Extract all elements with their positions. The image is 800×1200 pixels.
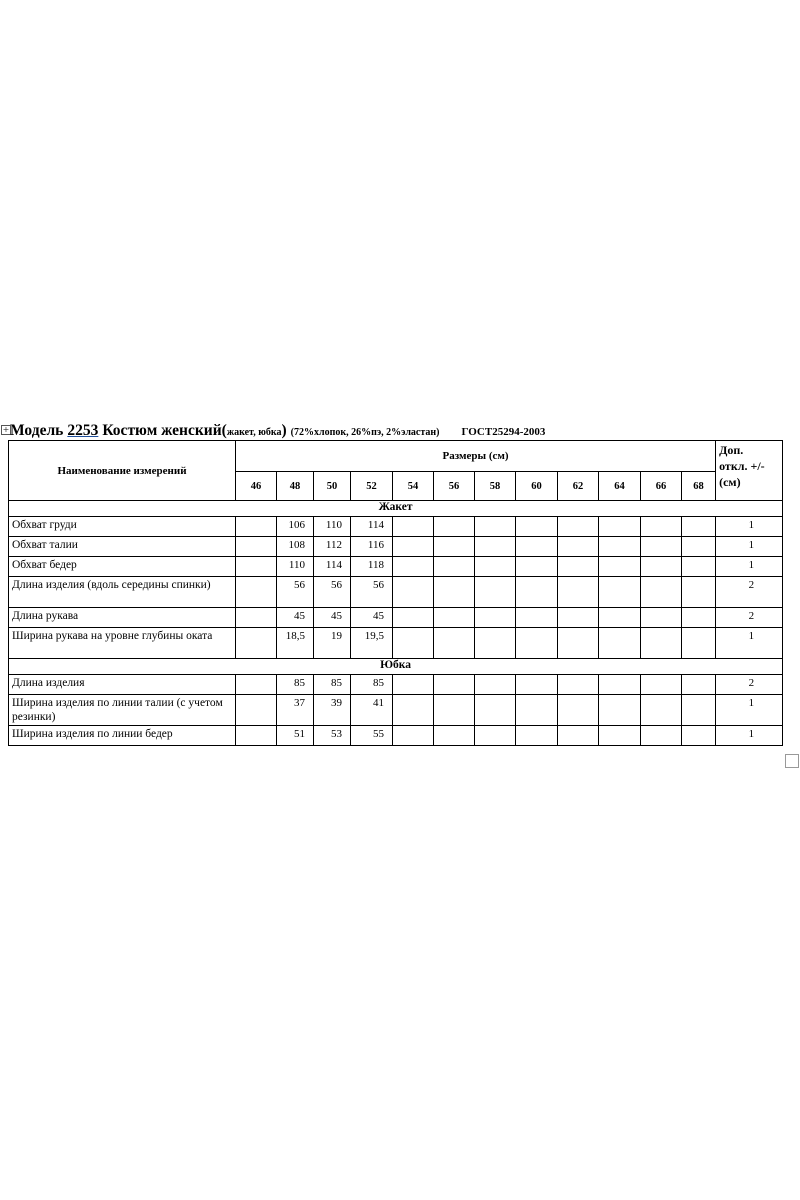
measurement-value: 110 (277, 557, 314, 577)
measurement-value (558, 557, 599, 577)
model-label: Модель (10, 422, 64, 439)
measurement-value (434, 675, 475, 695)
measurement-value (558, 537, 599, 557)
table-row (9, 577, 783, 608)
measurement-value: 114 (314, 557, 351, 577)
measurement-value: 106 (277, 517, 314, 537)
measurement-value (393, 557, 434, 577)
measurement-value (599, 695, 641, 726)
measurement-value (475, 675, 516, 695)
measurement-value (516, 517, 558, 537)
section-row (9, 659, 783, 675)
measurement-value (682, 517, 716, 537)
measurement-value (682, 557, 716, 577)
measurement-value (682, 675, 716, 695)
measurement-value (434, 577, 475, 608)
measurement-value (236, 726, 277, 746)
measurement-value (434, 608, 475, 628)
measurement-value (393, 608, 434, 628)
table-row (9, 675, 783, 695)
table-row (9, 695, 783, 726)
measurement-name: Обхват бедер (9, 557, 236, 577)
header-row (9, 441, 783, 472)
tolerance-header (716, 441, 783, 501)
measurement-name: Ширина изделия по линии бедер (9, 726, 236, 746)
measurement-name: Ширина рукава на уровне глубины оката (9, 628, 236, 659)
size-column-header: 56 (434, 472, 475, 501)
measurement-value (599, 577, 641, 608)
measurement-value (641, 557, 682, 577)
measurement-value (641, 695, 682, 726)
table-row (9, 608, 783, 628)
measurement-value (516, 675, 558, 695)
measurement-value (475, 726, 516, 746)
measurement-value: 39 (314, 695, 351, 726)
standard-code: ГОСТ25294-2003 (461, 426, 546, 438)
measurement-value (475, 537, 516, 557)
measurement-value: 56 (351, 577, 393, 608)
measurement-value: 114 (351, 517, 393, 537)
measurement-value (516, 557, 558, 577)
measurement-value (558, 628, 599, 659)
measurement-value (434, 695, 475, 726)
tolerance-header-line: (см) (719, 475, 741, 489)
measurement-value (599, 608, 641, 628)
measurement-value (599, 675, 641, 695)
size-column-header: 60 (516, 472, 558, 501)
measurement-name: Длина изделия (вдоль середины спинки) (9, 577, 236, 608)
measurement-value (599, 537, 641, 557)
measurement-value (599, 557, 641, 577)
measurement-value (682, 695, 716, 726)
measurement-value (393, 695, 434, 726)
measurement-value (516, 628, 558, 659)
measurement-value (516, 537, 558, 557)
measurement-value (434, 726, 475, 746)
size-column-header: 58 (475, 472, 516, 501)
measurement-value (558, 695, 599, 726)
measurement-value (236, 577, 277, 608)
measurement-value (682, 537, 716, 557)
measurement-value (558, 577, 599, 608)
size-column-header: 62 (558, 472, 599, 501)
fabric-composition: (72%хлопок, 26%пэ, 2%эластан) (290, 427, 440, 438)
tolerance-value: 1 (716, 628, 783, 659)
size-column-header: 46 (236, 472, 277, 501)
section-title: Юбка (9, 659, 783, 675)
measurement-value (236, 628, 277, 659)
size-column-header: 54 (393, 472, 434, 501)
measurement-name: Длина рукава (9, 608, 236, 628)
section-title: Жакет (9, 501, 783, 517)
measurement-value (434, 628, 475, 659)
measurement-value (393, 537, 434, 557)
measurement-value (393, 726, 434, 746)
table-row (9, 517, 783, 537)
measurement-value (393, 675, 434, 695)
table-row (9, 628, 783, 659)
measurement-value (641, 537, 682, 557)
measurement-value: 56 (314, 577, 351, 608)
measurement-value: 108 (277, 537, 314, 557)
measurement-value: 56 (277, 577, 314, 608)
size-column-header: 52 (351, 472, 393, 501)
measurement-value (516, 695, 558, 726)
measurement-value: 51 (277, 726, 314, 746)
measurement-value: 45 (351, 608, 393, 628)
measurement-value (558, 608, 599, 628)
measurement-value (236, 608, 277, 628)
tolerance-value: 2 (716, 608, 783, 628)
measurement-value (236, 675, 277, 695)
sizes-header: Размеры (см) (236, 441, 716, 472)
table-move-handle-icon[interactable]: + (2, 425, 10, 434)
measurement-value (641, 608, 682, 628)
measurement-value (475, 517, 516, 537)
items-open-paren: ( (221, 422, 227, 439)
measurement-value (236, 557, 277, 577)
product-items: жакет, юбка (226, 427, 282, 438)
measurement-value: 116 (351, 537, 393, 557)
measurement-value: 45 (277, 608, 314, 628)
measurement-value (558, 675, 599, 695)
table-row (9, 537, 783, 557)
measurement-value (682, 608, 716, 628)
measurement-value (475, 577, 516, 608)
measurement-value (641, 577, 682, 608)
measurement-value: 118 (351, 557, 393, 577)
measurement-value (682, 726, 716, 746)
measurement-value (393, 517, 434, 537)
tolerance-header-line: Доп. (719, 443, 744, 457)
measurement-value: 37 (277, 695, 314, 726)
measurement-value (393, 577, 434, 608)
measurement-name: Ширина изделия по линии талии (с учетом резинки) (9, 695, 236, 726)
measurement-value (434, 517, 475, 537)
tolerance-value: 1 (716, 557, 783, 577)
measurement-name: Обхват груди (9, 517, 236, 537)
measurement-value (475, 608, 516, 628)
measurement-value (558, 517, 599, 537)
measurement-value (558, 726, 599, 746)
measurement-value (599, 517, 641, 537)
measurement-value (599, 628, 641, 659)
measurement-value (236, 517, 277, 537)
measurement-value (393, 628, 434, 659)
document-heading (10, 422, 545, 440)
measurement-name: Обхват талии (9, 537, 236, 557)
table-row (9, 726, 783, 746)
measurement-value (475, 695, 516, 726)
size-column-header: 66 (641, 472, 682, 501)
measurement-value (641, 517, 682, 537)
size-column-header: 64 (599, 472, 641, 501)
section-row (9, 501, 783, 517)
measurement-value: 55 (351, 726, 393, 746)
tolerance-value: 1 (716, 517, 783, 537)
measurement-value (475, 628, 516, 659)
tolerance-value: 2 (716, 577, 783, 608)
table-row (9, 557, 783, 577)
measurement-value: 85 (351, 675, 393, 695)
measurement-value (641, 726, 682, 746)
tolerance-value: 2 (716, 675, 783, 695)
measurement-value: 18,5 (277, 628, 314, 659)
size-column-header: 68 (682, 472, 716, 501)
size-chart-table (8, 440, 783, 746)
measurement-value: 41 (351, 695, 393, 726)
measurement-name-header: Наименование измерений (9, 441, 236, 501)
measurement-value (475, 557, 516, 577)
tolerance-value: 1 (716, 537, 783, 557)
size-column-header: 48 (277, 472, 314, 501)
tolerance-header-line: откл. +/- (719, 459, 765, 473)
measurement-value (434, 557, 475, 577)
measurement-value: 85 (314, 675, 351, 695)
measurement-value: 45 (314, 608, 351, 628)
measurement-value (236, 695, 277, 726)
measurement-value (641, 675, 682, 695)
measurement-value (682, 577, 716, 608)
measurement-value (516, 726, 558, 746)
measurement-value: 53 (314, 726, 351, 746)
measurement-name: Длина изделия (9, 675, 236, 695)
model-number: 2253 (67, 422, 99, 439)
measurement-value: 112 (314, 537, 351, 557)
measurement-value (516, 608, 558, 628)
measurement-value (682, 628, 716, 659)
resize-handle[interactable] (785, 754, 799, 768)
measurement-value (434, 537, 475, 557)
measurement-value (516, 577, 558, 608)
product-name: Костюм женский (102, 422, 222, 439)
items-close-paren: ) (281, 422, 287, 439)
measurement-value: 19,5 (351, 628, 393, 659)
measurement-value (236, 537, 277, 557)
size-column-header: 50 (314, 472, 351, 501)
measurement-value: 110 (314, 517, 351, 537)
measurement-value (599, 726, 641, 746)
tolerance-value: 1 (716, 726, 783, 746)
measurement-value: 85 (277, 675, 314, 695)
measurement-value (641, 628, 682, 659)
measurement-value: 19 (314, 628, 351, 659)
tolerance-value: 1 (716, 695, 783, 726)
